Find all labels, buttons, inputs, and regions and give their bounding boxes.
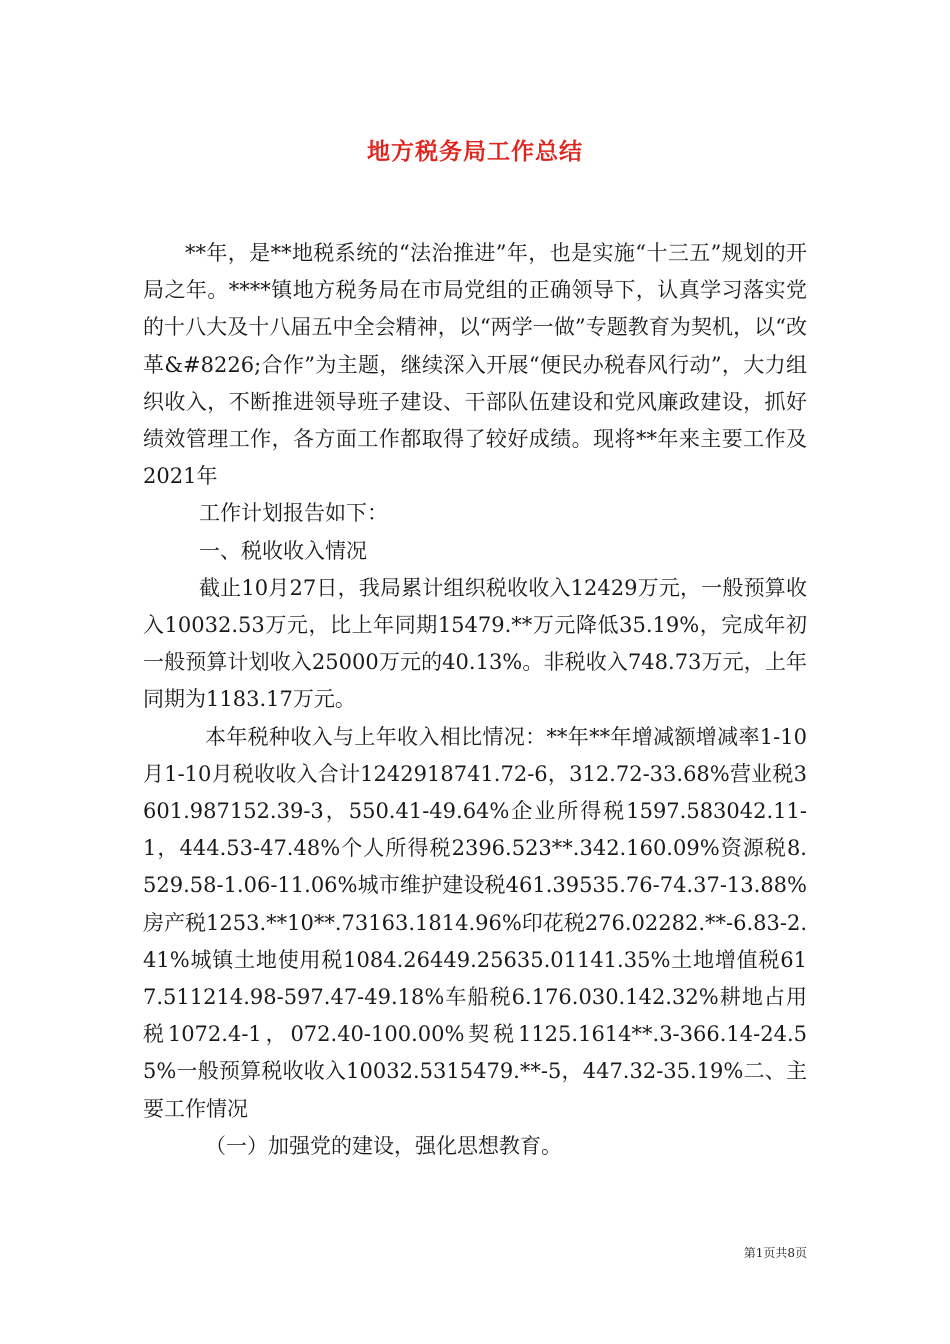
page-title: 地方税务局工作总结 — [367, 138, 583, 165]
section-heading-1: 一、税收收入情况 — [199, 538, 367, 563]
document-body — [143, 235, 807, 1165]
comparison-paragraph: 本年税种收入与上年收入相比情况：**年**年增减额增减率1-10月1-10月税收收入合计1242918741.72-6，312.72-33.68%营业税3601.987152.39-3，550.41-49.64%企业所得税1597.583042.11-1，444.53-47.48%个人所得税2396.523**.342.160.09%资源税8.529.58-1.06-11.06%城市维护建设税461.39535.76-74.37-13.88%房产税1253.**10**.73163.1814.96%印花税276.02282.**-6.83-2.41%城镇土地使用税1084.26449.25635.01141.35%土地增值税617.511214.98-597.47-49.18%车船税6.176.030.142.32%耕地占用税1072.4-1，072.40-100.00%契税1125.1614**.3-366.14-24.55%一般预算税收收入10032.5315479.**-5，447.32-35.19%二、主要工作情况 — [143, 724, 808, 1121]
revenue-paragraph: 截止10月27日，我局累计组织税收收入12429万元，一般预算收入10032.53万元，比上年同期15479.**万元降低35.19%，完成年初一般预算计划收入25000万元的40.13%。非税收入748.73万元，上年同期为1183.17万元。 — [143, 575, 807, 712]
plan-paragraph: 工作计划报告如下： — [199, 501, 388, 526]
intro-paragraph: **年，是**地税系统的“法治推进”年，也是实施“十三五”规划的开局之年。****镇地方税务局在市局党组的正确领导下，认真学习落实党的十八大及十八届五中全会精神，以“两学一做”专题教育为契机，以“改革&#8226;合作”为主题，继续深入开展“便民办税春风行动”，大力组织收入，不断推进领导班子建设、干部队伍建设和党风廉政建设，抓好绩效管理工作，各方面工作都取得了较好成绩。现将**年来主要工作及2021年 — [143, 241, 807, 489]
page-number: 第1页共8页 — [743, 1246, 807, 1260]
subsection-heading-1: （一）加强党的建设，强化思想教育。 — [205, 1133, 562, 1158]
